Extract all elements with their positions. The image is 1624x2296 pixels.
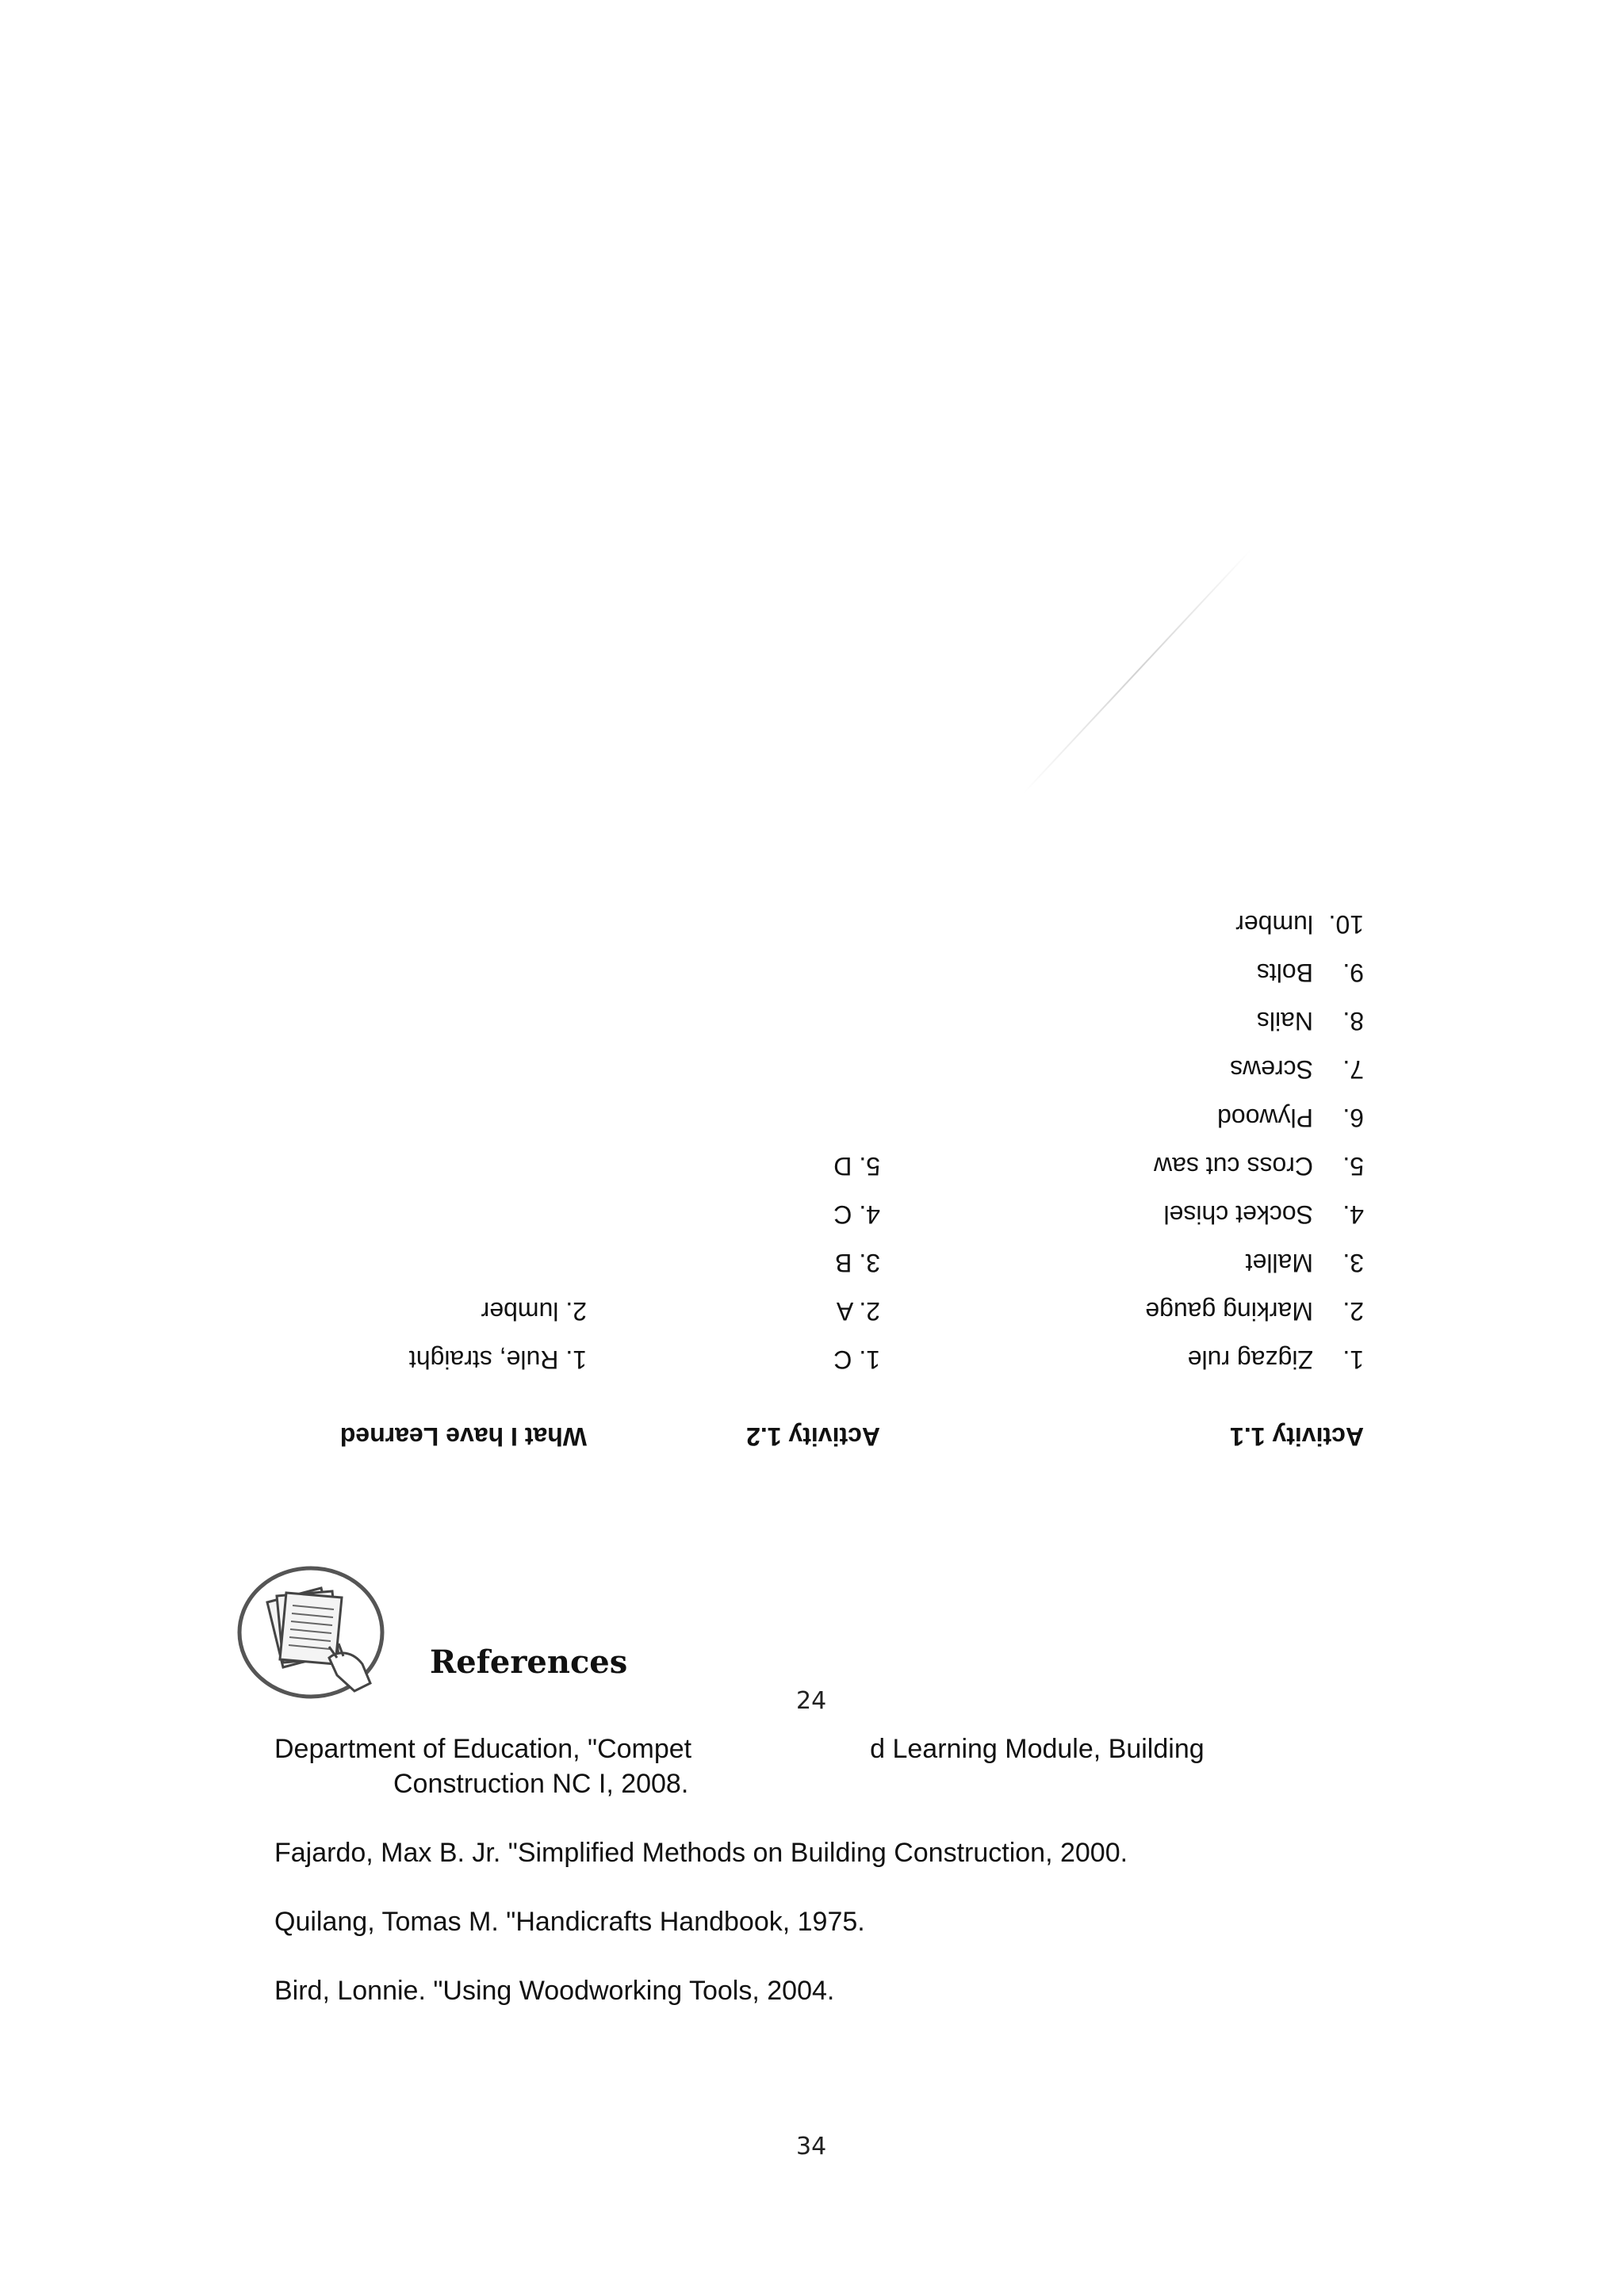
list-item: 3. B (835, 1249, 880, 1277)
activity-1-1-column (1031, 900, 1364, 1451)
list-item: 7.Screws (1230, 1055, 1364, 1084)
list-item: 8.Nails (1256, 1007, 1364, 1035)
document-hand-icon (236, 1564, 386, 1701)
list-item: 2. A (836, 1297, 880, 1326)
list-item: 5. D (833, 1152, 880, 1181)
list-item: 9.Bolts (1256, 959, 1364, 987)
references-list (274, 1732, 1385, 2042)
activity-1-2-heading: Activity 1.2 (746, 1422, 880, 1451)
what-i-have-learned-heading: What I have Learned (339, 1422, 587, 1451)
what-i-have-learned-list (285, 1287, 587, 1383)
watermark-line (1023, 549, 1251, 794)
overlapping-page-number: 24 (796, 1687, 827, 1715)
answer-key-rotated (301, 912, 1364, 1483)
list-item: 4. C (833, 1200, 880, 1229)
list-item: 10.lumber (1235, 910, 1364, 939)
list-item: 2. lumber (481, 1297, 587, 1326)
list-item: 5.Cross cut saw (1154, 1152, 1364, 1181)
list-item: 6.Plywood (1217, 1104, 1364, 1132)
activity-1-1-list (1031, 900, 1364, 1383)
reference-entry: Department of Education, "Compet d Learning Module, Building Construction NC I, 2008. (274, 1734, 1205, 1799)
what-i-have-learned-column (285, 1287, 587, 1451)
list-item: 4.Socket chisel (1163, 1200, 1364, 1229)
list-item: 1.Zigzag rule (1187, 1345, 1364, 1374)
activity-1-2-column (674, 1142, 880, 1451)
references-heading: References (430, 1644, 628, 1681)
list-item: 3.Mallet (1245, 1249, 1364, 1277)
list-item: 1. C (833, 1345, 880, 1374)
activity-1-2-list (674, 1142, 880, 1383)
list-item: 1. Rule, straight (408, 1345, 587, 1374)
activity-1-1-heading: Activity 1.1 (1230, 1422, 1364, 1451)
list-item: 2.Marking gauge (1145, 1297, 1364, 1326)
reference-entry: Bird, Lonnie. "Using Woodworking Tools, 2004. (274, 1976, 835, 2006)
reference-entry: Fajardo, Max B. Jr. "Simplified Methods on Building Construction, 2000. (274, 1838, 1128, 1868)
page-number: 34 (796, 2133, 827, 2160)
reference-entry: Quilang, Tomas M. "Handicrafts Handbook, 1975. (274, 1907, 865, 1937)
